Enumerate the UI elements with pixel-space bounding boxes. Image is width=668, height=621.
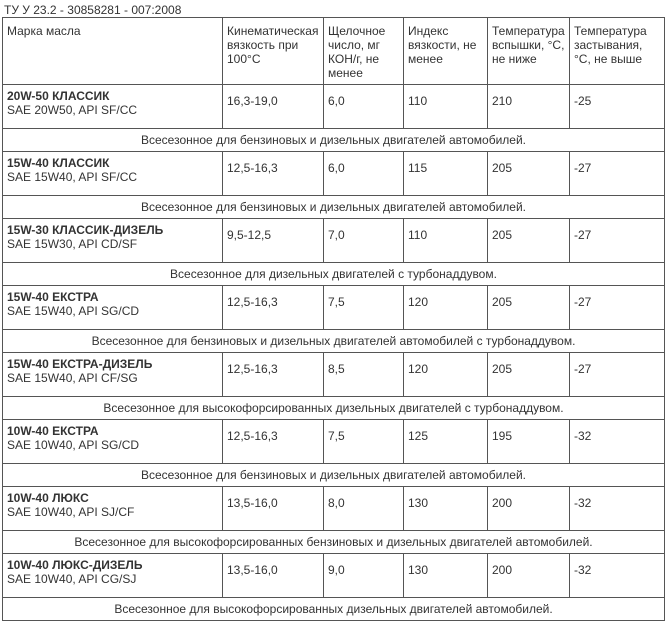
- flash-point-cell: 205: [488, 286, 570, 330]
- oil-brand-cell: [3, 554, 223, 598]
- table-row: [3, 85, 665, 129]
- flash-point-cell: 205: [488, 353, 570, 397]
- table-row: [3, 420, 665, 464]
- oil-description: Всесезонное для высокофорсированных бензиновых и дизельных двигателей автомобилей.: [3, 531, 665, 554]
- alkaline-number-cell: 8,0: [324, 487, 404, 531]
- document-title: ТУ У 23.2 - 30858281 - 007:2008: [4, 3, 182, 17]
- viscosity-index-cell: 130: [404, 487, 488, 531]
- viscosity-index-cell: 120: [404, 286, 488, 330]
- oil-description: Всесезонное для бензиновых и дизельных двигателей автомобилей.: [3, 129, 665, 152]
- viscosity-index-cell: 110: [404, 85, 488, 129]
- flash-point-cell: 205: [488, 152, 570, 196]
- viscosity-cell: 12,5-16,3: [223, 420, 324, 464]
- oil-name: 10W-40 ЕКСТРА: [7, 424, 99, 438]
- header-viscosity-index: Индекс вязкости, не менее: [404, 18, 488, 85]
- pour-point-cell: -32: [570, 420, 665, 464]
- pour-point-cell: -27: [570, 353, 665, 397]
- header-pour-point: Температура застывания, °С, не выше: [570, 18, 665, 85]
- oil-specs-table: [2, 17, 665, 621]
- oil-brand-cell: [3, 286, 223, 330]
- viscosity-index-cell: 125: [404, 420, 488, 464]
- table-row: [3, 219, 665, 263]
- oil-description: Всесезонное для высокофорсированных дизельных двигателей автомобилей.: [3, 598, 665, 621]
- pour-point-cell: -25: [570, 85, 665, 129]
- viscosity-index-cell: 110: [404, 219, 488, 263]
- oil-name: 15W-30 КЛАССИК-ДИЗЕЛЬ: [7, 223, 164, 237]
- header-oil-brand: Марка масла: [3, 18, 223, 85]
- oil-brand-cell: [3, 219, 223, 263]
- oil-spec: SAE 10W40, API SG/CD: [7, 438, 140, 452]
- flash-point-cell: 200: [488, 487, 570, 531]
- description-row: [3, 464, 665, 487]
- viscosity-index-cell: 115: [404, 152, 488, 196]
- alkaline-number-cell: 8,5: [324, 353, 404, 397]
- flash-point-cell: 210: [488, 85, 570, 129]
- alkaline-number-cell: 7,5: [324, 286, 404, 330]
- alkaline-number-cell: 6,0: [324, 85, 404, 129]
- table-row: [3, 554, 665, 598]
- pour-point-cell: -27: [570, 152, 665, 196]
- viscosity-cell: 9,5-12,5: [223, 219, 324, 263]
- alkaline-number-cell: 7,5: [324, 420, 404, 464]
- oil-name: 15W-40 КЛАССИК: [7, 156, 110, 170]
- oil-name: 20W-50 КЛАССИК: [7, 89, 110, 103]
- viscosity-cell: 12,5-16,3: [223, 353, 324, 397]
- oil-brand-cell: [3, 152, 223, 196]
- table-row: [3, 487, 665, 531]
- viscosity-index-cell: 130: [404, 554, 488, 598]
- oil-brand-cell: [3, 487, 223, 531]
- oil-description: Всесезонное для бензиновых и дизельных двигателей автомобилей с турбонаддувом.: [3, 330, 665, 353]
- oil-name: 15W-40 ЕКСТРА: [7, 290, 99, 304]
- viscosity-cell: 13,5-16,0: [223, 487, 324, 531]
- pour-point-cell: -32: [570, 554, 665, 598]
- viscosity-index-cell: 120: [404, 353, 488, 397]
- description-row: [3, 598, 665, 621]
- header-alkaline-number: Щелочное число, мг КОН/г, не менее: [324, 18, 404, 85]
- oil-spec: SAE 15W40, API CF/SG: [7, 371, 138, 385]
- table-row: [3, 286, 665, 330]
- oil-spec: SAE 15W40, API SF/CC: [7, 170, 138, 184]
- description-row: [3, 330, 665, 353]
- description-row: [3, 196, 665, 219]
- oil-name: 15W-40 ЕКСТРА-ДИЗЕЛЬ: [7, 357, 153, 371]
- oil-spec: SAE 20W50, API SF/CC: [7, 103, 138, 117]
- oil-spec: SAE 10W40, API CG/SJ: [7, 572, 137, 586]
- viscosity-cell: 13,5-16,0: [223, 554, 324, 598]
- description-row: [3, 129, 665, 152]
- alkaline-number-cell: 9,0: [324, 554, 404, 598]
- flash-point-cell: 200: [488, 554, 570, 598]
- oil-description: Всесезонное для высокофорсированных дизельных двигателей с турбонаддувом.: [3, 397, 665, 420]
- oil-name: 10W-40 ЛЮКС: [7, 491, 89, 505]
- flash-point-cell: 205: [488, 219, 570, 263]
- oil-spec: SAE 15W40, API SG/CD: [7, 304, 140, 318]
- description-row: [3, 263, 665, 286]
- pour-point-cell: -32: [570, 487, 665, 531]
- header-kinematic-viscosity: Кинематическая вязкость при 100°С: [223, 18, 324, 85]
- header-flash-point: Температура вспышки, °С, не ниже: [488, 18, 570, 85]
- flash-point-cell: 195: [488, 420, 570, 464]
- oil-brand-cell: [3, 420, 223, 464]
- description-row: [3, 531, 665, 554]
- viscosity-cell: 12,5-16,3: [223, 152, 324, 196]
- oil-description: Всесезонное для бензиновых и дизельных двигателей автомобилей.: [3, 464, 665, 487]
- description-row: [3, 397, 665, 420]
- oil-spec: SAE 15W30, API CD/SF: [7, 237, 138, 251]
- oil-description: Всесезонное для бензиновых и дизельных двигателей автомобилей.: [3, 196, 665, 219]
- oil-brand-cell: [3, 353, 223, 397]
- pour-point-cell: -27: [570, 219, 665, 263]
- pour-point-cell: -27: [570, 286, 665, 330]
- oil-name: 10W-40 ЛЮКС-ДИЗЕЛЬ: [7, 558, 143, 572]
- viscosity-cell: 16,3-19,0: [223, 85, 324, 129]
- alkaline-number-cell: 7,0: [324, 219, 404, 263]
- viscosity-cell: 12,5-16,3: [223, 286, 324, 330]
- table-header-row: [3, 18, 665, 85]
- table-row: [3, 353, 665, 397]
- table-row: [3, 152, 665, 196]
- oil-spec: SAE 10W40, API SJ/CF: [7, 505, 135, 519]
- oil-brand-cell: [3, 85, 223, 129]
- oil-description: Всесезонное для дизельных двигателей с турбонаддувом.: [3, 263, 665, 286]
- alkaline-number-cell: 6,0: [324, 152, 404, 196]
